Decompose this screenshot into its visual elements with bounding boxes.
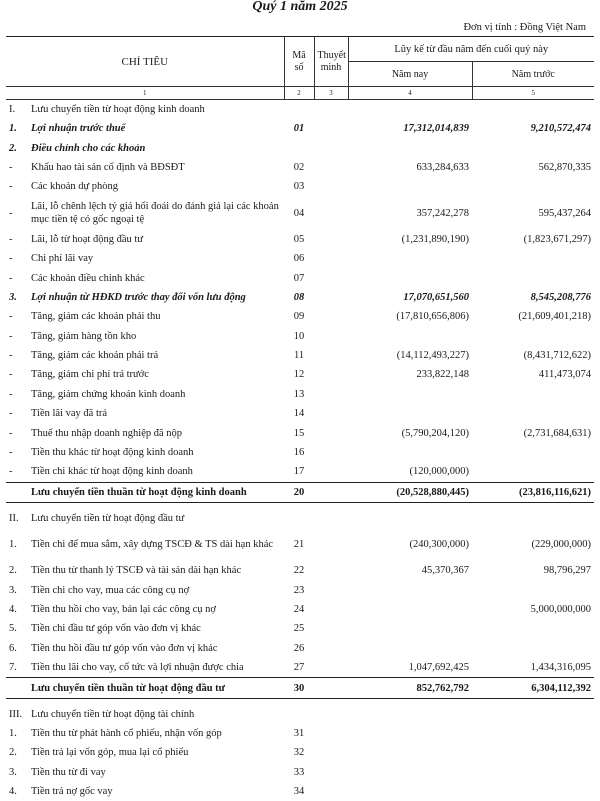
row-previous-year: 411,473,074 [472,365,594,384]
row-note [314,423,348,442]
row-code: 17 [284,462,314,482]
row-note [314,678,348,698]
row-previous-year [472,443,594,462]
row-previous-year [472,327,594,346]
row-note [314,288,348,307]
row-label: Điều chỉnh cho các khoản [28,138,284,157]
table-row [6,443,594,462]
row-current-year [348,763,472,782]
row-current-year [348,268,472,287]
row-code: 04 [284,197,314,230]
row-number: 2. [6,561,28,580]
header-previous-year: Năm trước [472,62,594,87]
row-previous-year [472,724,594,743]
row-label: Tiền chi cho vay, mua các công cụ nợ [28,580,284,599]
row-current-year: (5,790,204,120) [348,423,472,442]
row-label: Tiền thu từ phát hành cổ phiếu, nhận vốn góp [28,724,284,743]
row-number: 1. [6,119,28,138]
row-number: - [6,385,28,404]
row-current-year [348,327,472,346]
row-previous-year: 6,304,112,392 [472,678,594,698]
row-previous-year [472,462,594,482]
row-previous-year: 562,870,335 [472,158,594,177]
row-code: 09 [284,307,314,326]
row-label: Lãi, lỗ chênh lệch tỷ giá hối đoái do đánh giá lại các khoản mục tiền tệ có gốc ngoại tệ [28,197,284,230]
row-label: Tăng, giảm các khoản phải trả [28,346,284,365]
row-note [314,346,348,365]
table-row [6,639,594,658]
row-label: Khấu hao tài sản cố định và BĐSĐT [28,158,284,177]
row-code: 24 [284,600,314,619]
row-note [314,119,348,138]
row-label: Tiền thu khác từ hoạt động kinh doanh [28,443,284,462]
row-note [314,268,348,287]
table-row [6,365,594,384]
table-row [6,462,594,482]
row-code: 11 [284,346,314,365]
row-code: 20 [284,482,314,502]
row-label: Lưu chuyển tiền thuần từ hoạt động kinh doanh [28,482,284,502]
row-number: - [6,197,28,230]
row-number: - [6,158,28,177]
row-current-year: 17,070,651,560 [348,288,472,307]
row-current-year [348,705,472,724]
row-previous-year [472,177,594,196]
total-row [6,482,594,502]
row-current-year [348,385,472,404]
row-label: Tiền chi để mua sắm, xây dựng TSCĐ & TS dài hạn khác [28,528,284,561]
row-label: Lưu chuyển tiền thuần từ hoạt động đầu tư [28,678,284,698]
row-number: III. [6,705,28,724]
row-label: Thuế thu nhập doanh nghiệp đã nộp [28,423,284,442]
table-row [6,346,594,365]
table-row [6,404,594,423]
table-row [6,288,594,307]
row-previous-year: 8,545,208,776 [472,288,594,307]
table-row [6,561,594,580]
row-previous-year: (23,816,116,621) [472,482,594,502]
row-code: 25 [284,619,314,638]
row-code: 22 [284,561,314,580]
row-previous-year [472,100,594,120]
row-previous-year: (229,000,000) [472,528,594,561]
row-note [314,600,348,619]
row-current-year [348,404,472,423]
row-previous-year [472,404,594,423]
row-current-year [348,138,472,157]
table-row [6,197,594,230]
row-note [314,528,348,561]
row-label: Tăng, giảm chứng khoán kinh doanh [28,385,284,404]
row-code [284,100,314,120]
row-previous-year: (2,731,684,631) [472,423,594,442]
row-label: Các khoản dự phòng [28,177,284,196]
table-row [6,385,594,404]
row-previous-year: (21,609,401,218) [472,307,594,326]
row-previous-year [472,743,594,762]
row-previous-year [472,268,594,287]
row-code: 33 [284,763,314,782]
row-note [314,249,348,268]
row-number: 5. [6,619,28,638]
header-cumulative: Lũy kế từ đầu năm đến cuối quý này [348,37,594,62]
row-label: Chi phí lãi vay [28,249,284,268]
row-code: 15 [284,423,314,442]
row-number: - [6,249,28,268]
row-code: 10 [284,327,314,346]
row-current-year: 633,284,633 [348,158,472,177]
table-row [6,177,594,196]
row-previous-year: 98,796,297 [472,561,594,580]
row-previous-year [472,705,594,724]
row-note [314,705,348,724]
row-code: 26 [284,639,314,658]
row-current-year [348,724,472,743]
row-note [314,443,348,462]
row-number: - [6,327,28,346]
row-current-year: 852,762,792 [348,678,472,698]
row-label: Lưu chuyển tiền từ hoạt động đầu tư [28,509,284,528]
column-index-3: 3 [314,87,348,100]
row-label: Tiền thu từ thanh lý TSCĐ và tài sản dài hạn khác [28,561,284,580]
row-note [314,327,348,346]
row-current-year [348,509,472,528]
row-note [314,404,348,423]
row-current-year [348,743,472,762]
header-indicator: CHỈ TIÊU [6,37,284,87]
row-code: 32 [284,743,314,762]
row-previous-year [472,580,594,599]
row-code: 31 [284,724,314,743]
row-number: 3. [6,763,28,782]
row-code: 08 [284,288,314,307]
table-row [6,619,594,638]
table-row [6,782,594,801]
currency-unit: Đơn vị tính : Đồng Việt Nam [463,22,586,33]
table-row [6,528,594,561]
row-note [314,561,348,580]
row-number: - [6,404,28,423]
row-code: 02 [284,158,314,177]
table-row [6,658,594,678]
row-number: - [6,462,28,482]
row-number [6,482,28,502]
row-current-year: 1,047,692,425 [348,658,472,678]
row-note [314,230,348,249]
row-previous-year [472,509,594,528]
row-label: Lãi, lỗ từ hoạt động đầu tư [28,230,284,249]
row-note [314,138,348,157]
column-index-2: 2 [284,87,314,100]
row-current-year: (17,810,656,806) [348,307,472,326]
row-code: 14 [284,404,314,423]
table-row [6,268,594,287]
row-number: - [6,230,28,249]
row-current-year: 45,370,367 [348,561,472,580]
header-note: Thuyết minh [314,37,348,87]
row-number: 2. [6,743,28,762]
row-previous-year [472,249,594,268]
table-row [6,158,594,177]
row-label: Tiền lãi vay đã trả [28,404,284,423]
row-note [314,724,348,743]
row-note [314,782,348,801]
row-code: 07 [284,268,314,287]
row-label: Tiền thu từ đi vay [28,763,284,782]
section-header-row [6,100,594,120]
total-row [6,678,594,698]
row-note [314,763,348,782]
row-code: 05 [284,230,314,249]
row-current-year: (1,231,890,190) [348,230,472,249]
row-code: 12 [284,365,314,384]
row-current-year [348,177,472,196]
row-label: Tiền trả nợ gốc vay [28,782,284,801]
row-label: Tăng, giảm hàng tồn kho [28,327,284,346]
row-code: 27 [284,658,314,678]
row-note [314,100,348,120]
row-label: Tiền chi khác từ hoạt động kinh doanh [28,462,284,482]
row-number: - [6,365,28,384]
row-note [314,307,348,326]
page-title: Quý 1 năm 2025 [0,0,600,14]
row-current-year: 17,312,014,839 [348,119,472,138]
row-label: Lưu chuyển tiền từ hoạt động kinh doanh [28,100,284,120]
row-current-year: 233,822,148 [348,365,472,384]
row-previous-year: 595,437,264 [472,197,594,230]
table-row [6,119,594,138]
row-label: Tăng, giảm các khoản phải thu [28,307,284,326]
row-previous-year [472,763,594,782]
row-note [314,365,348,384]
row-current-year [348,600,472,619]
row-previous-year [472,639,594,658]
section-header-row [6,705,594,724]
row-number: - [6,268,28,287]
row-note [314,197,348,230]
row-current-year: (14,112,493,227) [348,346,472,365]
row-number: - [6,346,28,365]
table-row [6,249,594,268]
row-label: Tiền trả lại vốn góp, mua lại cổ phiếu [28,743,284,762]
row-label: Lợi nhuận từ HĐKD trước thay đổi vốn lưu động [28,288,284,307]
row-current-year: (20,528,880,445) [348,482,472,502]
table-row [6,724,594,743]
row-number: 7. [6,658,28,678]
row-previous-year [472,619,594,638]
header-current-year: Năm nay [348,62,472,87]
table-row [6,423,594,442]
row-previous-year [472,385,594,404]
row-previous-year: 5,000,000,000 [472,600,594,619]
row-code: 34 [284,782,314,801]
row-note [314,509,348,528]
row-label: Tiền thu hồi cho vay, bán lại các công cụ nợ [28,600,284,619]
row-number [6,678,28,698]
row-note [314,580,348,599]
row-label: Lợi nhuận trước thuế [28,119,284,138]
row-previous-year: 1,434,316,095 [472,658,594,678]
table-row [6,763,594,782]
table-row [6,230,594,249]
row-note [314,177,348,196]
row-number: 3. [6,288,28,307]
cash-flow-rows [6,100,594,801]
row-current-year: (120,000,000) [348,462,472,482]
row-label: Các khoản điều chỉnh khác [28,268,284,287]
row-label: Tiền thu lãi cho vay, cổ tức và lợi nhuận được chia [28,658,284,678]
row-current-year: 357,242,278 [348,197,472,230]
section-header-row [6,509,594,528]
table-row [6,600,594,619]
column-index-1: 1 [6,87,284,100]
table-row [6,743,594,762]
row-note [314,619,348,638]
row-number: 6. [6,639,28,658]
row-code [284,509,314,528]
row-code [284,138,314,157]
row-current-year [348,100,472,120]
row-note [314,639,348,658]
row-current-year [348,580,472,599]
row-current-year [348,249,472,268]
row-number: II. [6,509,28,528]
row-number: 3. [6,580,28,599]
row-code: 01 [284,119,314,138]
row-label: Tiền thu hồi đầu tư góp vốn vào đơn vị khác [28,639,284,658]
row-note [314,462,348,482]
table-row [6,138,594,157]
row-number: I. [6,100,28,120]
row-code: 23 [284,580,314,599]
row-code: 16 [284,443,314,462]
row-note [314,482,348,502]
row-note [314,385,348,404]
row-label: Tiền chi đầu tư góp vốn vào đơn vị khác [28,619,284,638]
row-previous-year: (8,431,712,622) [472,346,594,365]
header-code: Mã số [284,37,314,87]
row-note [314,658,348,678]
row-number: - [6,423,28,442]
column-index-4: 4 [348,87,472,100]
row-code: 21 [284,528,314,561]
row-note [314,743,348,762]
cash-flow-table [6,36,594,801]
row-current-year [348,619,472,638]
table-row [6,307,594,326]
row-previous-year: (1,823,671,297) [472,230,594,249]
row-number: 4. [6,600,28,619]
row-number: - [6,443,28,462]
row-previous-year [472,782,594,801]
row-label: Tăng, giảm chi phí trả trước [28,365,284,384]
row-label: Lưu chuyển tiền từ hoạt động tài chính [28,705,284,724]
row-current-year: (240,300,000) [348,528,472,561]
row-code: 30 [284,678,314,698]
row-current-year [348,443,472,462]
table-row [6,327,594,346]
table-row [6,580,594,599]
row-number: 2. [6,138,28,157]
row-code: 03 [284,177,314,196]
row-note [314,158,348,177]
row-current-year [348,782,472,801]
row-previous-year: 9,210,572,474 [472,119,594,138]
column-index-5: 5 [472,87,594,100]
row-number: 4. [6,782,28,801]
row-previous-year [472,138,594,157]
row-code: 06 [284,249,314,268]
row-code: 13 [284,385,314,404]
row-current-year [348,639,472,658]
row-code [284,705,314,724]
row-number: 1. [6,528,28,561]
row-number: - [6,307,28,326]
row-number: 1. [6,724,28,743]
row-number: - [6,177,28,196]
